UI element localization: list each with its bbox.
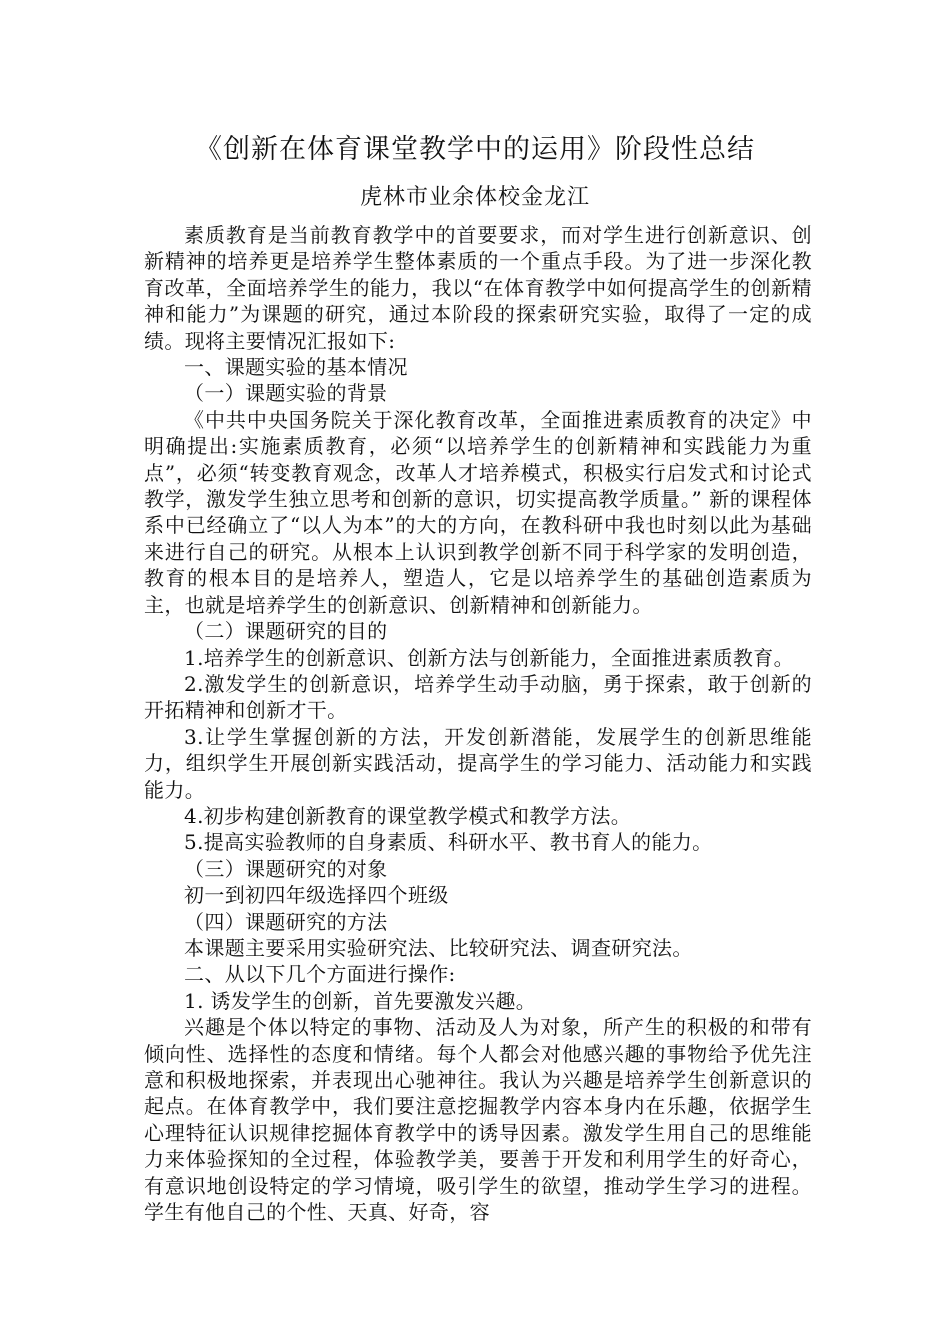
subsection-heading-background: （一）课题实验的背景 bbox=[184, 381, 388, 406]
paragraph-intro: 素质教育是当前教育教学中的首要要求，而对学生进行创新意识、创新精神的培养更是培养学生整体素质的一个重点手段。为了进一步深化教育改革，全面培养学生的能力，我以“在体育教学中如何提高学生的创新精神和能力”为课题的研究，通过本阶段的探索研究实验，取得了一定的成绩。现将主要情况汇报如下: bbox=[144, 223, 812, 353]
list-item-purpose-1: 1.培养学生的创新意识、创新方法与创新能力，全面推进素质教育。 bbox=[184, 645, 794, 670]
list-item-purpose-3: 3.让学生掌握创新的方法，开发创新潜能，发展学生的创新思维能力，组织学生开展创新实践活动，提高学生的学习能力、活动能力和实践能力。 bbox=[144, 724, 812, 802]
paragraph-methods: 本课题主要采用实验研究法、比较研究法、调查研究法。 bbox=[184, 935, 693, 960]
list-item-purpose-4: 4.初步构建创新教育的课堂教学模式和教学方法。 bbox=[184, 803, 632, 828]
subsection-heading-subjects: （三）课题研究的对象 bbox=[184, 856, 388, 881]
section-heading-1: 一、课题实验的基本情况 bbox=[184, 355, 408, 380]
list-item-purpose-2: 2.激发学生的创新意识，培养学生动手动脑，勇于探索，敢于创新的开拓精神和创新才干。 bbox=[144, 671, 812, 723]
paragraph-interest: 兴趣是个体以特定的事物、活动及人为对象，所产生的积极的和带有倾向性、选择性的态度和情绪。每个人都会对他感兴趣的事物给予优先注意和积极地探索，并表现出心驰神往。我认为兴趣是培养学生创新意识的起点。在体育教学中，我们要注意挖掘教学内容本身内在乐趣，依据学生心理特征认识规律挖掘体育教学中的诱导因素。激发学生用自己的思维能力来体验探知的全过程，体验教学美，要善于开发和利用学生的好奇心，有意识地创设特定的学习情境，吸引学生的欲望，推动学生学习的进程。学生有他自己的个性、天真、好奇，容 bbox=[144, 1015, 812, 1225]
subsection-heading-methods: （四）课题研究的方法 bbox=[184, 909, 388, 934]
subsection-heading-purpose: （二）课题研究的目的 bbox=[184, 619, 388, 644]
paragraph-subjects: 初一到初四年级选择四个班级 bbox=[184, 883, 449, 908]
paragraph-background: 《中共中央国务院关于深化教育改革，全面推进素质教育的决定》中明确提出:实施素质教育，必须“以培养学生的创新精神和实践能力为重点”，必须“转变教育观念，改革人才培养模式，积极实行启发式和讨论式教学，激发学生独立思考和创新的意识，切实提高教学质量。” 新的课程体系中已经确立了“以人为本”的大的方向，在教科研中我也时刻以此为基础来进行自己的研究。从根本上认识到教学创新不同于科学家的发明创造，教育的根本目的是培养人，塑造人，它是以培养学生的基础创造素质为主，也就是培养学生的创新意识、创新精神和创新能力。 bbox=[144, 407, 812, 617]
document-author: 虎林市业余体校金龙江 bbox=[359, 185, 590, 210]
list-item-purpose-5: 5.提高实验教师的自身素质、科研水平、教书育人的能力。 bbox=[184, 830, 713, 855]
list-item-operation-1: 1. 诱发学生的创新，首先要激发兴趣。 bbox=[184, 988, 537, 1013]
document-body bbox=[144, 222, 812, 1225]
document-title: 《创新在体育课堂教学中的运用》阶段性总结 bbox=[195, 134, 755, 165]
section-heading-2: 二、从以下几个方面进行操作: bbox=[184, 962, 456, 987]
